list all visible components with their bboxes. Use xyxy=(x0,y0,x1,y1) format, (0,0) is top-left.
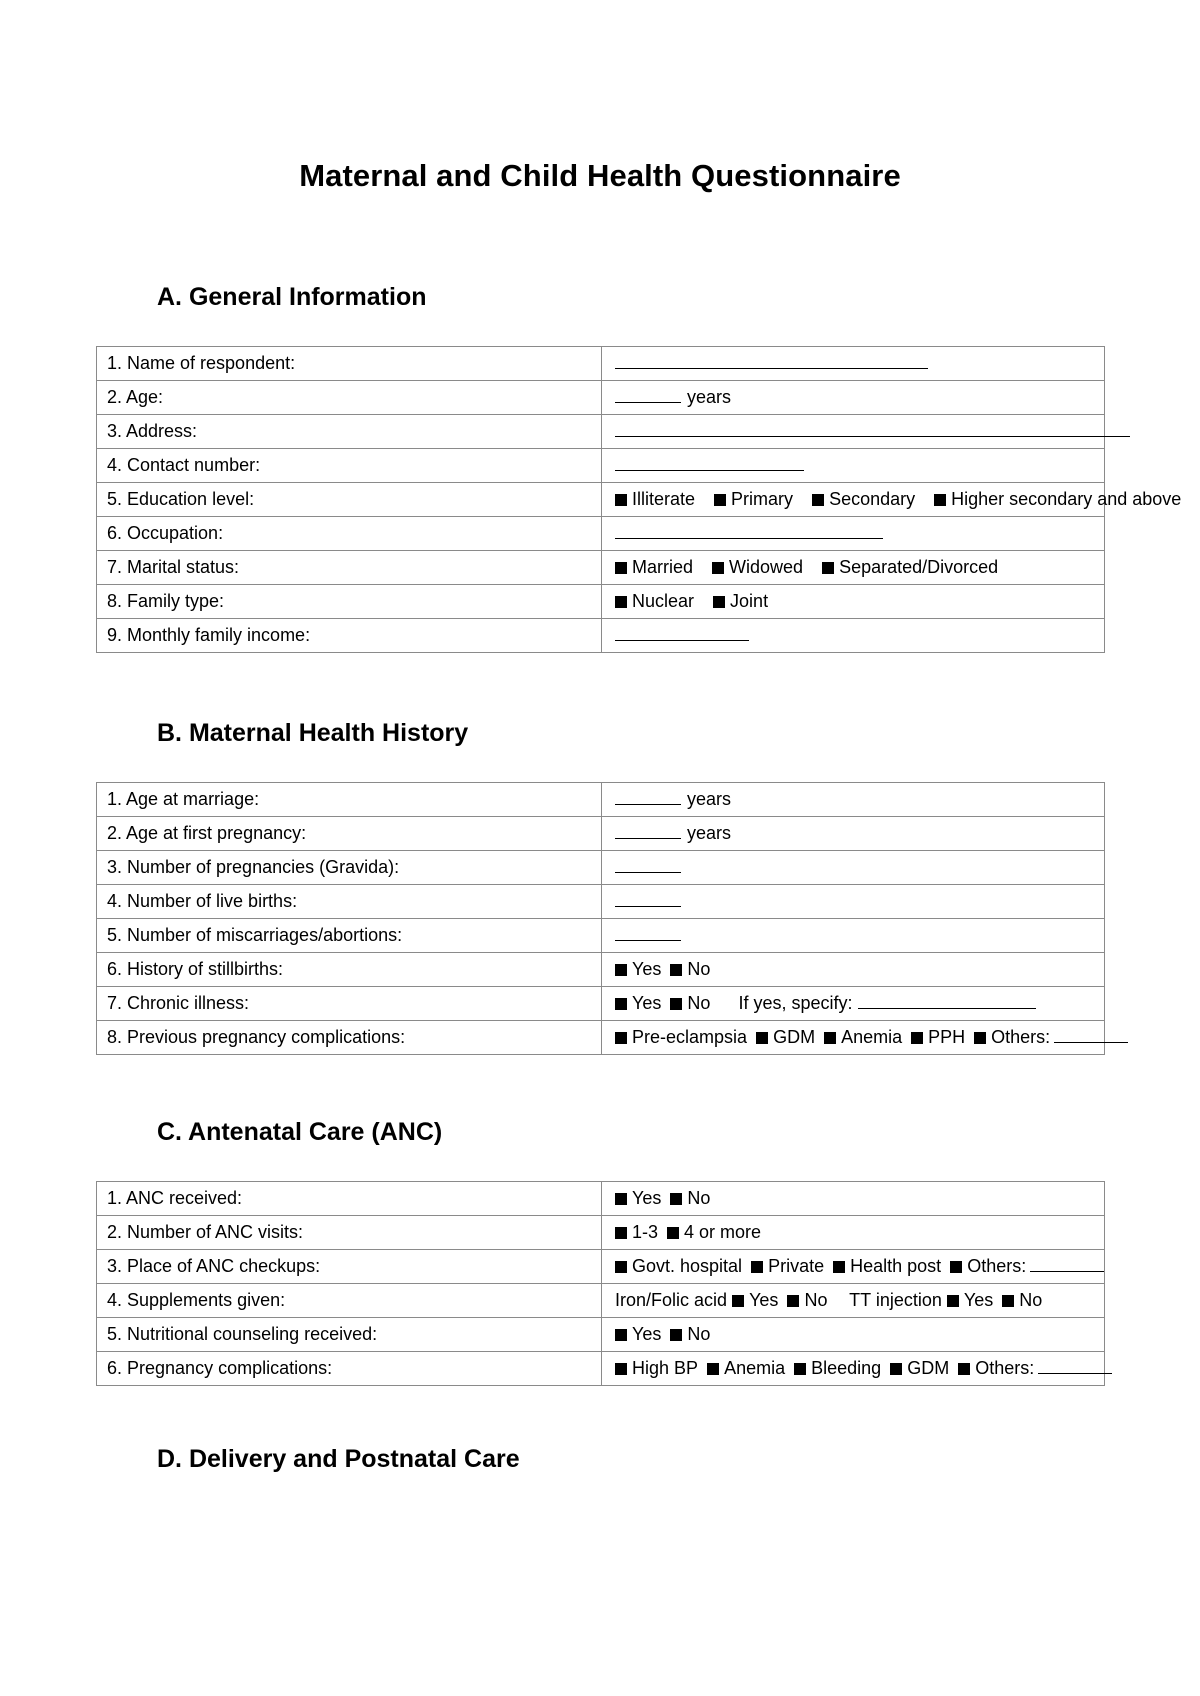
checkbox-icon[interactable] xyxy=(947,1295,959,1307)
anc-received-options xyxy=(602,1182,1105,1216)
checkbox-icon[interactable] xyxy=(713,596,725,608)
option-anemia[interactable]: Anemia xyxy=(707,1358,785,1378)
option-yes[interactable]: Yes xyxy=(615,1324,661,1344)
miscarriages-blank[interactable] xyxy=(615,926,681,941)
occupation-blank[interactable] xyxy=(615,524,883,539)
first-pregnancy-age-blank[interactable] xyxy=(615,824,681,839)
table-row xyxy=(97,987,1105,1021)
specify-label: If yes, specify: xyxy=(738,993,853,1013)
option-nuclear[interactable]: Nuclear xyxy=(615,591,694,611)
row-label: 3. Address: xyxy=(97,415,602,449)
option-pph[interactable]: PPH xyxy=(911,1027,965,1047)
option-widowed[interactable]: Widowed xyxy=(712,557,803,577)
section-c-heading: C. Antenatal Care (ANC) xyxy=(157,1118,443,1146)
row-label: 4. Supplements given: xyxy=(97,1284,602,1318)
option-tt-no[interactable]: No xyxy=(1002,1290,1042,1310)
gravida-field[interactable] xyxy=(602,851,1105,885)
table-row xyxy=(97,1021,1105,1055)
checkbox-icon[interactable] xyxy=(615,562,627,574)
checkbox-icon[interactable] xyxy=(615,964,627,976)
option-yes[interactable]: Yes xyxy=(615,1188,661,1208)
checkbox-icon[interactable] xyxy=(615,1329,627,1341)
checkbox-icon[interactable] xyxy=(615,596,627,608)
row-label: 6. Occupation: xyxy=(97,517,602,551)
row-label: 3. Number of pregnancies (Gravida): xyxy=(97,851,602,885)
option-iron-yes[interactable]: Yes xyxy=(732,1290,778,1310)
checkbox-icon[interactable] xyxy=(950,1261,962,1273)
table-row xyxy=(97,919,1105,953)
table-row xyxy=(97,449,1105,483)
row-label: 8. Family type: xyxy=(97,585,602,619)
iron-folic-label: Iron/Folic acid xyxy=(615,1290,728,1310)
chronic-illness-options xyxy=(602,987,1105,1021)
table-row xyxy=(97,851,1105,885)
checkbox-icon[interactable] xyxy=(934,494,946,506)
others-blank[interactable] xyxy=(1038,1359,1112,1374)
marriage-age-blank[interactable] xyxy=(615,790,681,805)
checkbox-icon[interactable] xyxy=(974,1032,986,1044)
table-row xyxy=(97,1182,1105,1216)
checkbox-icon[interactable] xyxy=(712,562,724,574)
option-health-post[interactable]: Health post xyxy=(833,1256,941,1276)
contact-blank[interactable] xyxy=(615,456,804,471)
stillbirths-options xyxy=(602,953,1105,987)
checkbox-icon[interactable] xyxy=(812,494,824,506)
others-blank[interactable] xyxy=(1030,1257,1104,1272)
unit-label: years xyxy=(687,823,732,843)
supplements-options xyxy=(602,1284,1105,1318)
row-label: 3. Place of ANC checkups: xyxy=(97,1250,602,1284)
checkbox-icon[interactable] xyxy=(615,1261,627,1273)
row-label: 2. Number of ANC visits: xyxy=(97,1216,602,1250)
row-label: 4. Number of live births: xyxy=(97,885,602,919)
document-title: Maternal and Child Health Questionnaire xyxy=(299,158,901,193)
antenatal-care-table xyxy=(96,1181,1105,1386)
checkbox-icon[interactable] xyxy=(958,1363,970,1375)
option-tt-yes[interactable]: Yes xyxy=(947,1290,993,1310)
checkbox-icon[interactable] xyxy=(615,1363,627,1375)
marital-options xyxy=(602,551,1105,585)
checkbox-icon[interactable] xyxy=(615,1227,627,1239)
address-blank[interactable] xyxy=(615,422,1130,437)
option-no[interactable]: No xyxy=(670,1188,710,1208)
checkbox-icon[interactable] xyxy=(670,964,682,976)
table-row xyxy=(97,1318,1105,1352)
section-d-heading: D. Delivery and Postnatal Care xyxy=(157,1445,520,1473)
live-births-blank[interactable] xyxy=(615,892,681,907)
name-field[interactable] xyxy=(602,347,1105,381)
checkbox-icon[interactable] xyxy=(794,1363,806,1375)
specify-blank[interactable] xyxy=(858,994,1036,1009)
miscarriages-field[interactable] xyxy=(602,919,1105,953)
checkbox-icon[interactable] xyxy=(890,1363,902,1375)
table-row xyxy=(97,517,1105,551)
option-iron-no[interactable]: No xyxy=(787,1290,827,1310)
row-label: 4. Contact number: xyxy=(97,449,602,483)
table-row xyxy=(97,585,1105,619)
row-label: 6. History of stillbirths: xyxy=(97,953,602,987)
row-label: 7. Chronic illness: xyxy=(97,987,602,1021)
marriage-age-field[interactable] xyxy=(602,783,1105,817)
checkbox-icon[interactable] xyxy=(1002,1295,1014,1307)
others-blank[interactable] xyxy=(1054,1028,1128,1043)
row-label: 8. Previous pregnancy complications: xyxy=(97,1021,602,1055)
option-govt-hospital[interactable]: Govt. hospital xyxy=(615,1256,742,1276)
anc-place-options xyxy=(602,1250,1105,1284)
table-row xyxy=(97,415,1105,449)
income-field[interactable] xyxy=(602,619,1105,653)
table-row xyxy=(97,1352,1105,1386)
checkbox-icon[interactable] xyxy=(714,494,726,506)
table-row xyxy=(97,783,1105,817)
checkbox-icon[interactable] xyxy=(670,1193,682,1205)
option-others[interactable]: Others: xyxy=(974,1027,1050,1047)
option-1-3[interactable]: 1-3 xyxy=(615,1222,658,1242)
education-options xyxy=(602,483,1182,517)
option-high-bp[interactable]: High BP xyxy=(615,1358,698,1378)
table-row xyxy=(97,381,1105,415)
row-label: 7. Marital status: xyxy=(97,551,602,585)
general-information-table xyxy=(96,346,1182,653)
checkbox-icon[interactable] xyxy=(670,998,682,1010)
row-label: 1. Age at marriage: xyxy=(97,783,602,817)
table-row xyxy=(97,1250,1105,1284)
section-a-heading: A. General Information xyxy=(157,283,427,311)
row-label: 5. Number of miscarriages/abortions: xyxy=(97,919,602,953)
option-secondary[interactable]: Secondary xyxy=(812,489,915,509)
option-private[interactable]: Private xyxy=(751,1256,824,1276)
family-type-options xyxy=(602,585,1105,619)
option-others[interactable]: Others: xyxy=(950,1256,1026,1276)
row-label: 5. Education level: xyxy=(97,483,602,517)
option-no[interactable]: No xyxy=(670,1324,710,1344)
checkbox-icon[interactable] xyxy=(751,1261,763,1273)
table-row xyxy=(97,817,1105,851)
first-pregnancy-age-field[interactable] xyxy=(602,817,1105,851)
checkbox-icon[interactable] xyxy=(787,1295,799,1307)
option-higher-secondary[interactable]: Higher secondary and above xyxy=(934,489,1181,509)
contact-field[interactable] xyxy=(602,449,1105,483)
row-label: 5. Nutritional counseling received: xyxy=(97,1318,602,1352)
row-label: 2. Age: xyxy=(97,381,602,415)
option-no[interactable]: No xyxy=(670,959,710,979)
unit-label: years xyxy=(687,387,732,407)
option-no[interactable]: No xyxy=(670,993,710,1013)
occupation-field[interactable] xyxy=(602,517,1105,551)
checkbox-icon[interactable] xyxy=(732,1295,744,1307)
option-separated[interactable]: Separated/Divorced xyxy=(822,557,998,577)
counseling-options xyxy=(602,1318,1105,1352)
table-row xyxy=(97,1284,1105,1318)
checkbox-icon[interactable] xyxy=(911,1032,923,1044)
option-pre-eclampsia[interactable]: Pre-eclampsia xyxy=(615,1027,747,1047)
table-row xyxy=(97,619,1105,653)
checkbox-icon[interactable] xyxy=(615,998,627,1010)
checkbox-icon[interactable] xyxy=(833,1261,845,1273)
income-blank[interactable] xyxy=(615,626,749,641)
option-others[interactable]: Others: xyxy=(958,1358,1034,1378)
table-row xyxy=(97,551,1105,585)
checkbox-icon[interactable] xyxy=(670,1329,682,1341)
checkbox-icon[interactable] xyxy=(822,562,834,574)
option-primary[interactable]: Primary xyxy=(714,489,793,509)
option-married[interactable]: Married xyxy=(615,557,693,577)
option-bleeding[interactable]: Bleeding xyxy=(794,1358,881,1378)
checkbox-icon[interactable] xyxy=(756,1032,768,1044)
anc-visits-options xyxy=(602,1216,1105,1250)
table-row xyxy=(97,885,1105,919)
table-row xyxy=(97,483,1105,517)
option-yes[interactable]: Yes xyxy=(615,993,661,1013)
table-row xyxy=(97,953,1105,987)
live-births-field[interactable] xyxy=(602,885,1105,919)
checkbox-icon[interactable] xyxy=(615,1193,627,1205)
option-4-or-more[interactable]: 4 or more xyxy=(667,1222,761,1242)
name-blank[interactable] xyxy=(615,354,928,369)
table-row xyxy=(97,347,1105,381)
option-joint[interactable]: Joint xyxy=(713,591,768,611)
maternal-history-table xyxy=(96,782,1105,1055)
option-anemia[interactable]: Anemia xyxy=(824,1027,902,1047)
row-label: 1. ANC received: xyxy=(97,1182,602,1216)
option-gdm[interactable]: GDM xyxy=(756,1027,815,1047)
section-b-heading: B. Maternal Health History xyxy=(157,719,469,747)
table-row xyxy=(97,1216,1105,1250)
row-label: 6. Pregnancy complications: xyxy=(97,1352,602,1386)
unit-label: years xyxy=(687,789,732,809)
checkbox-icon[interactable] xyxy=(667,1227,679,1239)
pregnancy-complications-options xyxy=(602,1352,1105,1386)
checkbox-icon[interactable] xyxy=(824,1032,836,1044)
row-label: 9. Monthly family income: xyxy=(97,619,602,653)
checkbox-icon[interactable] xyxy=(615,494,627,506)
gravida-blank[interactable] xyxy=(615,858,681,873)
tt-injection-label: TT injection xyxy=(849,1290,942,1310)
row-label: 2. Age at first pregnancy: xyxy=(97,817,602,851)
complications-options xyxy=(602,1021,1105,1055)
checkbox-icon[interactable] xyxy=(615,1032,627,1044)
checkbox-icon[interactable] xyxy=(707,1363,719,1375)
age-field[interactable] xyxy=(602,381,1105,415)
row-label: 1. Name of respondent: xyxy=(97,347,602,381)
option-gdm[interactable]: GDM xyxy=(890,1358,949,1378)
address-field[interactable] xyxy=(602,415,1105,449)
age-blank[interactable] xyxy=(615,388,681,403)
option-illiterate[interactable]: Illiterate xyxy=(615,489,695,509)
option-yes[interactable]: Yes xyxy=(615,959,661,979)
